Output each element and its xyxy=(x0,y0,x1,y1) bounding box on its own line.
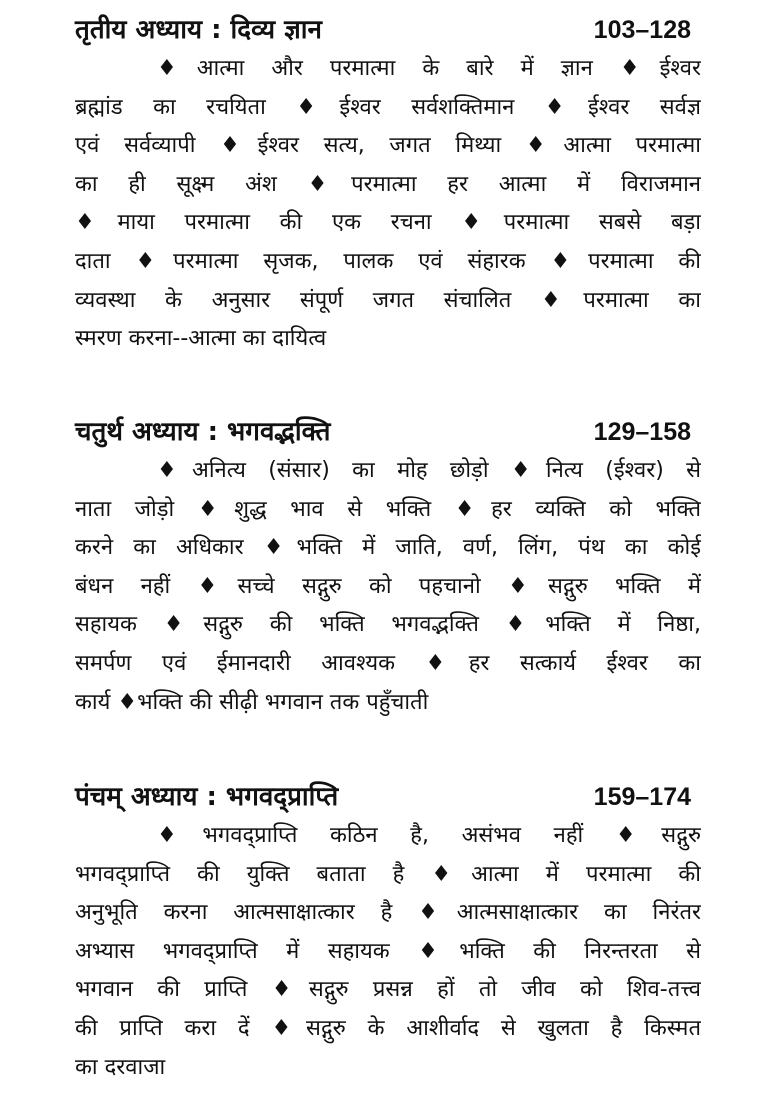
summary-line: बंधन नहीं ♦सच्चे सद्गुरु को पहचानो ♦सद्गुरु भक्ति में xyxy=(75,573,701,599)
page-range: 129–158 xyxy=(593,418,691,446)
summary-line: भगवद्प्राप्ति की युक्ति बताता है ♦आत्मा में परमात्मा की xyxy=(75,861,701,887)
summary-line: का दरवाजा xyxy=(75,1054,166,1080)
summary-line: भगवान की प्राप्ति ♦सद्गुरु प्रसन्न हों तो जीव को शिव-तत्त्व xyxy=(75,977,701,1003)
summary-line: करने का अधिकार ♦भक्ति में जाति, वर्ण, लिंग, पंथ का कोई xyxy=(75,535,701,561)
summary-line: कार्य ♦भक्ति की सीढ़ी भगवान तक पहुँचाती xyxy=(75,689,429,715)
summary-line: ♦आत्मा और परमात्मा के बारे में ज्ञान ♦ईश्वर xyxy=(157,56,701,81)
summary-line: व्यवस्था के अनुसार संपूर्ण जगत संचालित ♦परमात्मा का xyxy=(75,287,701,313)
chapter-title: चतुर्थ अध्याय : भगवद्भक्ति xyxy=(75,417,331,447)
chapter-heading xyxy=(75,412,701,452)
chapter-3-section xyxy=(75,10,701,359)
chapter-title: तृतीय अध्याय : दिव्य ज्ञान xyxy=(75,15,322,45)
summary-line: अनुभूति करना आत्मसाक्षात्कार है ♦आत्मसाक्षात्कार का निरंतर xyxy=(75,900,701,926)
page-range: 103–128 xyxy=(593,16,691,44)
chapter-5-section xyxy=(75,777,701,1087)
chapter-summary xyxy=(75,50,701,359)
summary-line: अभ्यास भगवद्प्राप्ति में सहायक ♦भक्ति की निरन्तरता से xyxy=(75,938,701,964)
summary-line: एवं सर्वव्यापी ♦ईश्वर सत्य, जगत मिथ्या ♦आत्मा परमात्मा xyxy=(75,133,701,159)
chapter-heading xyxy=(75,777,701,817)
summary-line: समर्पण एवं ईमानदारी आवश्यक ♦हर सत्कार्य ईश्वर का xyxy=(75,650,701,676)
chapter-summary xyxy=(75,817,701,1087)
summary-line: ♦माया परमात्मा की एक रचना ♦परमात्मा सबसे बड़ा xyxy=(75,210,701,236)
chapter-heading xyxy=(75,10,701,50)
summary-line: सहायक ♦सद्गुरु की भक्ति भगवद्भक्ति ♦भक्ति में निष्ठा, xyxy=(75,612,701,638)
chapter-title: पंचम् अध्याय : भगवद्प्राप्ति xyxy=(75,782,339,812)
chapter-summary xyxy=(75,452,701,722)
summary-line: नाता जोड़ो ♦शुद्ध भाव से भक्ति ♦हर व्यक्ति को भक्ति xyxy=(75,496,701,522)
summary-line: की प्राप्ति करा दें ♦सद्गुरु के आशीर्वाद से खुलता है किस्मत xyxy=(75,1015,701,1041)
page-range: 159–174 xyxy=(593,783,691,811)
summary-line: ♦अनित्य (संसार) का मोह छोड़ो ♦नित्य (ईश्वर) से xyxy=(157,458,701,483)
summary-line: दाता ♦परमात्मा सृजक, पालक एवं संहारक ♦परमात्मा की xyxy=(75,248,701,274)
summary-line: स्मरण करना--आत्मा का दायित्व xyxy=(75,326,327,352)
summary-line: ब्रह्मांड का रचयिता ♦ईश्वर सर्वशक्तिमान ♦ईश्वर सर्वज्ञ xyxy=(75,94,701,120)
summary-line: ♦भगवद्प्राप्ति कठिन है, असंभव नहीं ♦सद्गुरु xyxy=(157,823,701,848)
chapter-4-section xyxy=(75,412,701,722)
summary-line: का ही सूक्ष्म अंश ♦परमात्मा हर आत्मा में विराजमान xyxy=(75,171,701,197)
